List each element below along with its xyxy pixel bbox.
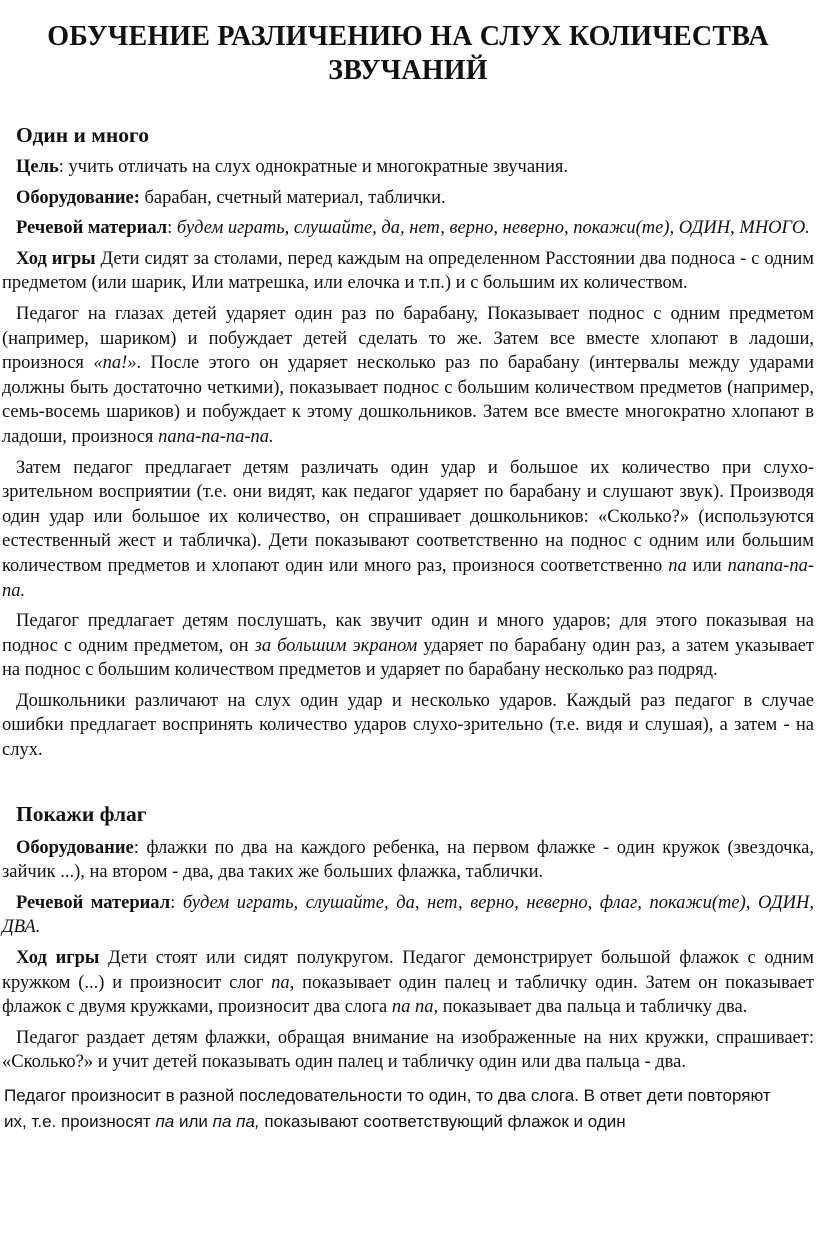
body-paragraph: Дошкольники различают на слух один удар и несколько ударов. Каждый раз педагог в случае ошибки предлагает воспринять количество ударов слухо-зрительно (т.е. видя и слушая), а затем - на слух.	[2, 690, 814, 761]
body-paragraph	[2, 609, 814, 683]
body-paragraph	[2, 302, 814, 450]
equipment-paragraph	[2, 186, 814, 211]
italic-run: па па,	[212, 1112, 260, 1131]
text-run: Педагог предлагает детям послушать, как звучит один и много ударов; для этого показывая на поднос с одним предметом, он	[2, 611, 814, 656]
section-heading: Один и много	[16, 123, 149, 147]
equipment-paragraph	[2, 836, 814, 885]
italic-run: папапа-па-па.	[2, 555, 814, 601]
speech-material-paragraph	[2, 891, 814, 940]
course-label: Ход игры	[16, 948, 100, 969]
text-run: ударяет по барабану один раз, а затем указывает на поднос с большим количеством предметов и ударяет по барабану несколько раз подряд.	[2, 635, 814, 681]
document-title: ОБУЧЕНИЕ РАЗЛИЧЕНИЮ НА СЛУХ КОЛИЧЕСТВА ЗВУЧАНИЙ	[47, 21, 769, 86]
speech-label: Речевой материал	[16, 892, 171, 913]
italic-run: «па!»	[93, 353, 137, 374]
speech-colon: :	[167, 218, 177, 239]
text-run: показывает два пальца и табличку два.	[438, 997, 748, 1018]
section-show-flag	[2, 801, 814, 1135]
italic-run: па,	[271, 972, 295, 993]
text-run: показывают соответствующий флажок и один	[259, 1112, 626, 1131]
text-run: или	[686, 555, 728, 576]
italic-run: па	[155, 1112, 175, 1131]
course-text: Дети сидят за столами, перед каждым на определенном Расстоянии два подноса - с одним предметом (или шарик, Или матрешка, или елочка и т.п.) и с большим их количеством.	[2, 248, 814, 294]
body-paragraph	[2, 456, 814, 604]
text-run: . После этого он ударяет несколько раз по барабану (интервалы между ударами должны быть достаточно четкими), показывает поднос с большим количеством предметов (например, семь-восемь шариков) и побуждает к этому дошкольников. Затем все вместе многократно хлопают в ладоши, произнося	[2, 353, 814, 447]
game-course-paragraph	[2, 247, 814, 296]
text-run: их, т.е. произносят	[4, 1112, 156, 1131]
text-run: Педагог на глазах детей ударяет один раз по барабану, Показывает поднос с одним предметом (например, шариком) и побуждает детей сделать то же. Затем все вместе хлопают в ладоши, произнося	[2, 303, 814, 374]
speech-colon: :	[170, 892, 183, 913]
speech-text: будем играть, слушайте, да, нет, верно, неверно, покажи(те), ОДИН, МНОГО.	[176, 218, 810, 239]
equipment-text: барабан, счетный материал, таблички.	[139, 187, 446, 208]
italic-run: папа-па-па-па.	[158, 426, 274, 447]
speech-material-paragraph	[2, 216, 814, 241]
speech-label: Речевой материал	[16, 218, 168, 239]
course-label: Ход игры	[16, 248, 96, 269]
equipment-label: Оборудование	[16, 837, 134, 858]
game-course-paragraph	[2, 946, 814, 1020]
italic-run: па па,	[391, 997, 439, 1018]
speech-text: будем играть, слушайте, да, нет, верно, неверно, флаг, покажи(те), ОДИН, ДВА.	[2, 892, 815, 938]
continuation-paragraph	[2, 1083, 814, 1135]
text-run: Затем педагог предлагает детям различать один удар и большое их количество при слухо-зрительном восприятии (т.е. они видят, как педагог ударяет по барабану и слушают звук). Производя один удар или большое их количество, он спрашивает дошкольников: «Сколько?» (используются естественный жест и табличка). Дети показывают соответственно на поднос с одним или большим количеством предметов и хлопают один или много раз, произнося соответственно	[2, 457, 814, 576]
goal-text: : учить отличать на слух однократные и многократные звучания.	[58, 157, 568, 177]
equipment-text: : флажки по два на каждого ребенка, на первом флажке - один кружок (звездочка, зайчик ...), на втором - два, два таких же больших флажка, таблички.	[2, 837, 814, 883]
text-run: Дети стоят или сидят полукругом. Педагог демонстрирует большой флажок с одним кружком (...) и произносит слог	[2, 948, 814, 993]
section-heading: Покажи флаг	[16, 801, 147, 826]
section-one-and-many	[2, 122, 814, 763]
text-run: или	[174, 1112, 213, 1131]
italic-run: за большим экраном	[254, 635, 418, 656]
italic-run: па	[668, 555, 687, 576]
goal-paragraph	[2, 155, 814, 180]
text-run: показывает один палец и табличку один. Затем он показывает флажок с двумя кружками, произносит два слога	[2, 972, 814, 1018]
body-paragraph: Педагог раздает детям флажки, обращая внимание на изображенные на них кружки, спрашивает: «Сколько?» и учит детей показывать один палец и табличку один или два пальца - два.	[2, 1027, 814, 1073]
goal-label: Цель	[16, 157, 59, 177]
equipment-label: Оборудование:	[16, 187, 140, 208]
text-run: Педагог произносит в разной последовательности то один, то два слога. В ответ дети повторяют	[4, 1086, 771, 1105]
